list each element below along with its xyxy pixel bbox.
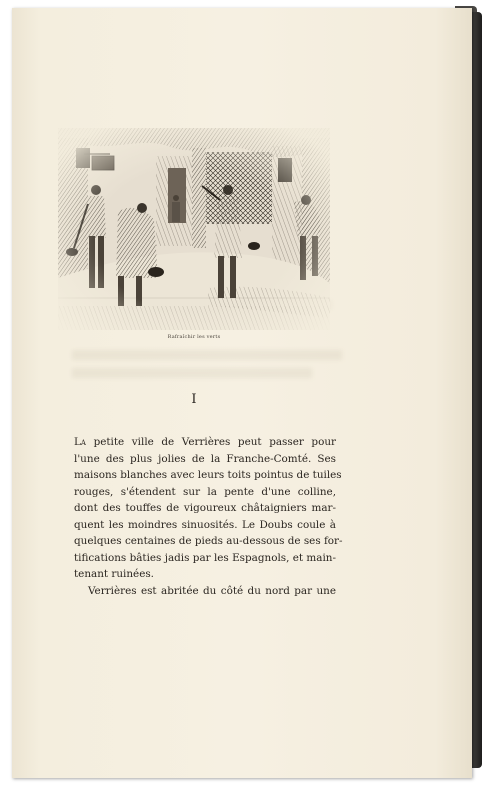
text-line-1-rest: petite ville de Verrières peut passer pour [93, 436, 336, 448]
text-line-9: tenant ruinées. [74, 568, 154, 580]
show-through-line [72, 368, 312, 378]
text-line-4: rouges, s'étendent sur la pente d'une colline, [74, 485, 336, 498]
text-line-3: maisons blanches avec leurs toits pointus de tuiles [74, 469, 342, 481]
body-text [74, 434, 343, 599]
engraving-street-scene [58, 128, 330, 330]
text-line-2: l'une des plus jolies de la Franche-Comté. Ses [74, 452, 336, 465]
opening-word: La [74, 436, 86, 448]
text-line-5: dont des touffes de vigoureux châtaigniers mar- [74, 502, 336, 514]
text-line-7: quelques centaines de pieds au-dessous de ses for- [74, 535, 343, 547]
text-line-8: tifications bâties jadis par les Espagnols, et main- [74, 551, 336, 564]
text-line-10: Verrières est abritée du côté du nord par une [88, 584, 336, 597]
text-line-6: quent les moindres sinuosités. Le Doubs coule à [74, 518, 336, 531]
engraving-illustration [58, 128, 330, 330]
text-line-1 [74, 434, 336, 451]
show-through-line [72, 350, 342, 360]
illustration-caption: Rafraîchir les verts [167, 334, 221, 340]
chapter-number: I [191, 392, 197, 407]
